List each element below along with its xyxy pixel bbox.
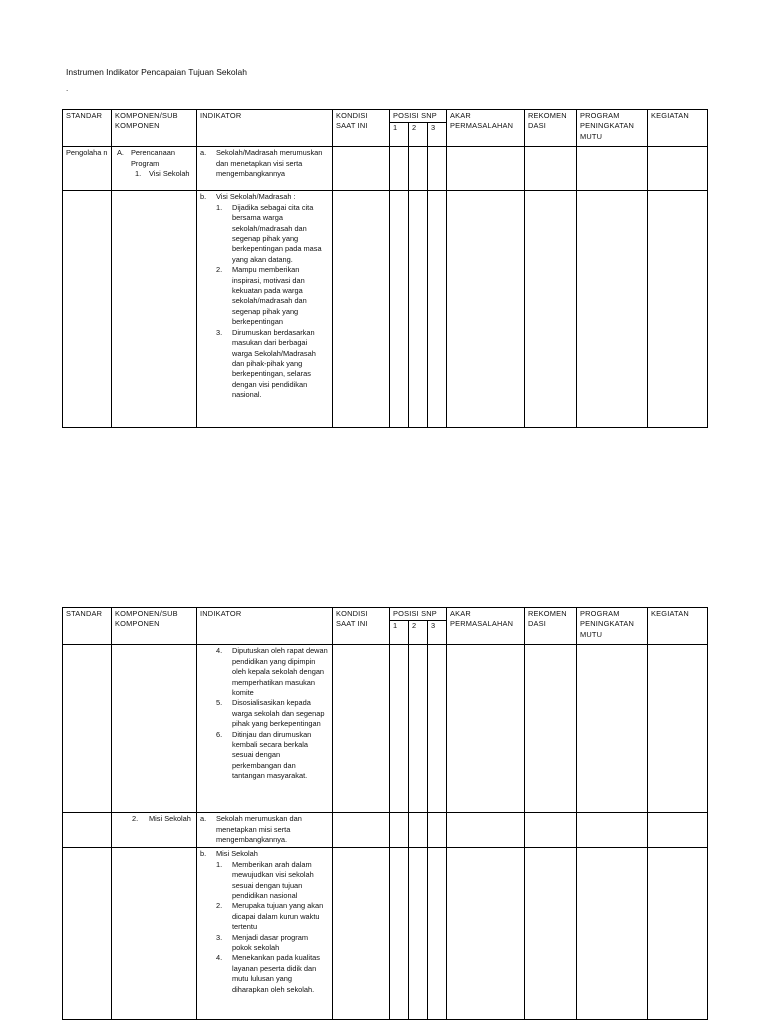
list-item-text: Dijadika sebagai cita cita bersama warga sekolah/madrasah dan segenap pihak yang berkepentingan pada masa yang akan datang.: [232, 202, 322, 264]
col-kondisi: KONDISI SAAT INI: [333, 110, 390, 147]
cell-indikator: [197, 645, 333, 813]
table-row: [63, 813, 708, 848]
cell-indikator: b. Visi Sekolah/Madrasah : 1. Dijadika sebagai cita cita bersama warga sekolah/madrasah dan segenap pihak yang berkepentingan pada masa yang akan datang. 2. Mampu memberikan inspirasi, motivasi dan kekuatan pada warga sekolah/madrasah dan segenap pihak yang berkepentingan 3. Dirumuskan berdasarkan masukan dari berbagai warga Sekolah/Madrasah dan pihak-pihak yang berkepentingan, selaras dengan visi pendidikan nasional.: [197, 191, 333, 428]
list-item-number: 4.: [216, 646, 223, 656]
list-item-text: Dirumuskan berdasarkan masukan dari berbagai warga Sekolah/Madrasah dan pihak-pihak yang berkepentingan, selaras dengan visi pendidikan nasional.: [232, 327, 316, 400]
col-komponen: KOMPONEN/SUB KOMPONEN: [112, 608, 197, 645]
table-row: [63, 848, 708, 1020]
col-posisi-snp: POSISI SNP: [390, 608, 447, 621]
col-indikator: INDIKATOR: [197, 608, 333, 645]
list-item-text: Memberikan arah dalam mewujudkan visi sekolah sesuai dengan tujuan pendidikan nasional: [232, 859, 314, 901]
col-program: PROGRAM PENINGKATAN MUTU: [577, 110, 648, 147]
visi-criteria-list: [200, 203, 329, 401]
indicator-table-2: [62, 607, 708, 1020]
col-komponen: KOMPONEN/SUB KOMPONEN: [112, 110, 197, 147]
col-posisi-3: 3: [428, 123, 447, 147]
table-row: [63, 191, 708, 428]
list-item-number: 5.: [216, 698, 223, 708]
table-header-row: [63, 110, 708, 123]
list-item: [200, 265, 329, 327]
cell-komponen: 2. Misi Sekolah: [112, 813, 197, 848]
table-header-row: [63, 608, 708, 621]
document-title: Instrumen Indikator Pencapaian Tujuan Sekolah: [66, 67, 247, 77]
col-posisi-1: 1: [390, 123, 409, 147]
col-posisi-2: 2: [409, 123, 428, 147]
list-item-number: 1.: [216, 202, 223, 212]
col-posisi-2: 2: [409, 621, 428, 645]
list-item: [200, 698, 329, 729]
cell-indikator: b. Misi Sekolah 1. Memberikan arah dalam mewujudkan visi sekolah sesuai dengan tujuan pendidikan nasional 2. Merupaka tujuan yang akan dicapai dalam kurun waktu tertentu 3. Menjadi dasar program pokok sekolah 4. Menekankan pada kualitas layanan peserta didik dan mutu lulusan yang diharapkan oleh sekolah.: [197, 848, 333, 1020]
col-akar: AKAR PERMASALAHAN: [447, 110, 525, 147]
list-item-number: 6.: [216, 729, 223, 739]
list-item-text: Mampu memberikan inspirasi, motivasi dan kekuatan pada warga sekolah/madrasah dan segenap pihak yang berkepentingan: [232, 265, 307, 327]
list-item-number: 1.: [216, 859, 223, 869]
col-program: PROGRAM PENINGKATAN MUTU: [577, 608, 648, 645]
col-indikator: INDIKATOR: [197, 110, 333, 147]
list-item: [200, 953, 329, 995]
col-akar: AKAR PERMASALAHAN: [447, 608, 525, 645]
list-item-text: Diputuskan oleh rapat dewan pendidikan yang dipimpin oleh kepala sekolah dengan memperhatikan masukan komite: [232, 646, 328, 698]
col-rekomendasi: REKOMEN DASI: [525, 110, 577, 147]
visi-criteria-list-continued: [200, 646, 329, 781]
indicator-table-1: [62, 109, 708, 428]
list-item-text: Disosialisasikan kepada warga sekolah dan segenap pihak yang berkepentingan: [232, 698, 325, 729]
col-posisi-3: 3: [428, 621, 447, 645]
col-standar: STANDAR: [63, 608, 112, 645]
list-item: [200, 646, 329, 698]
col-kegiatan: KEGIATAN: [648, 608, 708, 645]
cell-indikator: a. Sekolah/Madrasah merumuskan dan menetapkan visi serta mengembangkannya: [197, 147, 333, 191]
list-item-number: 4.: [216, 953, 223, 963]
misi-criteria-list: [200, 860, 329, 995]
table-row: [63, 147, 708, 191]
document-dot: .: [66, 84, 69, 93]
cell-standar: Pengolaha n: [63, 147, 112, 191]
list-item-text: Ditinjau dan dirumuskan kembali secara berkala sesuai dengan perkembangan dan tantangan masyarakat.: [232, 729, 312, 781]
list-item: [200, 860, 329, 902]
list-item: [200, 730, 329, 782]
cell-komponen: A. Perencanaan Program 1. Visi Sekolah: [112, 147, 197, 191]
list-item-number: 2.: [216, 901, 223, 911]
list-item-number: 3.: [216, 932, 223, 942]
list-item: [200, 203, 329, 265]
list-item-number: 2.: [216, 265, 223, 275]
col-kegiatan: KEGIATAN: [648, 110, 708, 147]
col-standar: STANDAR: [63, 110, 112, 147]
col-kondisi: KONDISI SAAT INI: [333, 608, 390, 645]
list-item-text: Merupaka tujuan yang akan dicapai dalam kurun waktu tertentu: [232, 901, 324, 932]
col-posisi-1: 1: [390, 621, 409, 645]
table-row: [63, 645, 708, 813]
cell-indikator: a. Sekolah merumuskan dan menetapkan misi serta mengembangkannya.: [197, 813, 333, 848]
list-item-text: Menekankan pada kualitas layanan peserta didik dan mutu lulusan yang diharapkan oleh sekolah.: [232, 953, 320, 994]
col-rekomendasi: REKOMEN DASI: [525, 608, 577, 645]
col-posisi-snp: POSISI SNP: [390, 110, 447, 123]
list-item: [200, 901, 329, 932]
list-item: [200, 328, 329, 401]
list-item: [200, 933, 329, 954]
list-item-number: 3.: [216, 327, 223, 337]
list-item-text: Menjadi dasar program pokok sekolah: [232, 932, 308, 953]
